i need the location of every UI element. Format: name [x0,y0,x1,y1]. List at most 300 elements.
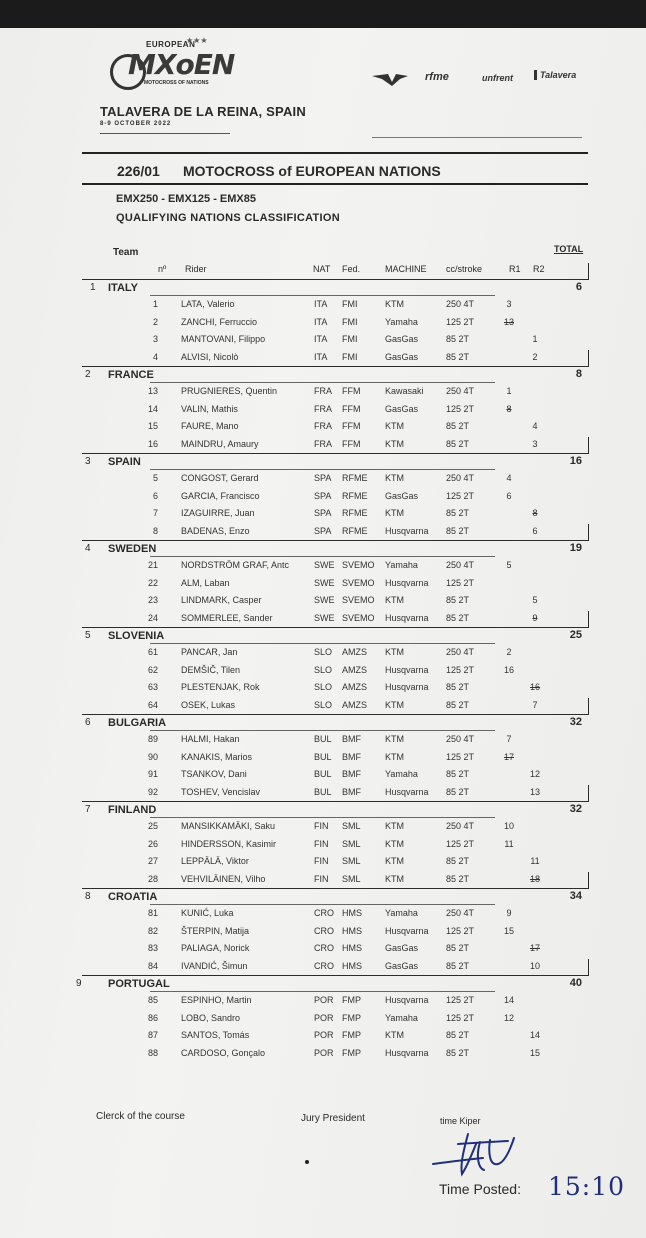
rider-name: LINDMARK, Casper [181,595,262,605]
rider-machine: KTM [385,647,404,657]
sponsor-talavera: Talavera [534,70,576,80]
rider-no: 5 [152,473,158,483]
rider-name: ESPINHO, Martin [181,995,252,1005]
column-header-6: cc/stroke [446,264,483,274]
rider-name: LATA, Valerio [181,299,235,309]
rider-no: 22 [147,577,158,588]
rider-fed: FMP [342,1030,361,1040]
total-header: TOTAL [554,244,584,254]
rider-name: MAINDRU, Amaury [181,438,259,449]
total-bracket [588,611,589,627]
rider-cc: 125 2T [446,995,475,1005]
rider-nat: BUL [314,751,332,762]
rider-machine: Kawasaki [385,386,424,396]
rider-nat: FIN [314,873,329,884]
nation-total: 25 [569,629,582,641]
rider-fed: BMF [342,751,361,762]
rider-nat: SPA [314,508,332,518]
rider-no: 83 [147,943,158,953]
nation-total: 32 [569,716,582,728]
rider-machine: Yamaha [385,908,418,918]
rider-r1: 1 [506,386,512,396]
nation-rank: 9 [76,978,82,989]
rider-no: 92 [147,786,158,797]
rider-fed: FMP [342,1047,361,1058]
rider-r1: 9 [506,908,512,918]
rider-r1: 14 [503,995,514,1005]
rider-name: BADENAS, Enzo [181,525,250,536]
document-title: MOTOCROSS of EUROPEAN NATIONS [183,163,441,179]
rider-machine: KTM [385,595,404,605]
rider-machine: KTM [385,438,404,449]
rider-r2: 4 [532,421,538,431]
rider-nat: POR [314,1012,334,1023]
rider-r1: 2 [506,647,512,657]
rider-fed: AMZS [342,682,368,692]
rider-r2: 5 [532,595,538,605]
rider-machine: Yamaha [385,316,418,327]
rider-no: 84 [147,960,158,971]
rider-name: IVANDIĆ, Šimun [181,960,248,971]
rider-nat: SWE [314,577,335,588]
nation-underline [150,382,495,383]
rider-cc: 250 4T [446,647,475,657]
rider-name: ALM, Laban [181,577,230,588]
rider-name: VEHVILÄINEN, Vilho [181,873,266,884]
rider-r2: 9 [532,612,538,623]
rider-nat: CRO [314,960,334,971]
nation-name: SPAIN [108,456,141,468]
rider-no: 21 [147,560,158,570]
rider-cc: 85 2T [446,943,470,953]
rider-nat: FRA [314,421,332,431]
rider-machine: Yamaha [385,769,418,779]
nation-separator [82,801,589,802]
total-bracket [588,524,589,540]
nation-name: ITALY [108,282,138,294]
rider-machine: KTM [385,699,404,710]
nation-separator [82,453,589,454]
rider-fed: HMS [342,908,362,918]
nation-rank: 2 [85,369,91,380]
mxon-logo: EUROPEAN ★★★ MXoEN MOTOCROSS OF NATIONS [100,40,250,102]
nation-name: SLOVENIA [108,630,165,642]
nation-separator [82,279,589,280]
rider-name: ŠTERPIN, Matija [181,925,250,936]
column-header-3: NAT [313,264,331,274]
rider-fed: FFM [342,438,361,449]
nation-total: 8 [575,368,582,380]
classes-line: EMX250 - EMX125 - EMX85 [116,193,257,205]
rider-machine: Husqvarna [385,1047,429,1058]
total-bracket [588,350,589,366]
nation-rank: 6 [85,717,91,728]
classification-subtitle: QUALIFYING NATIONS CLASSIFICATION [116,212,340,224]
column-header-1: nº [158,264,167,274]
rider-name: GARCIA, Francisco [181,490,260,501]
rider-r1: 17 [503,751,514,762]
rider-name: ZANCHI, Ferruccio [181,316,258,327]
title-top-rule [82,152,588,154]
nation-name: FINLAND [108,804,157,816]
rider-r1: 11 [504,838,514,849]
rider-fed: FFM [342,421,361,431]
rider-no: 16 [147,438,158,449]
rider-machine: Husqvarna [385,682,429,692]
rider-r2: 6 [532,525,538,536]
nation-underline [150,556,495,557]
rider-machine: KTM [385,299,404,309]
rider-no: 28 [147,873,158,884]
rider-machine: GasGas [385,351,419,362]
nation-name: FRANCE [108,369,154,381]
rider-fed: AMZS [342,647,368,657]
rider-r1: 12 [503,1012,514,1023]
rider-machine: KTM [385,856,404,866]
rider-no: 13 [147,386,158,396]
rider-r1: 13 [503,316,514,327]
rider-name: OSEK, Lukas [181,699,236,710]
nation-underline [150,295,495,296]
rider-nat: ITA [314,316,328,327]
rider-cc: 250 4T [446,821,475,831]
nation-total: 34 [569,890,582,902]
rider-machine: KTM [385,734,404,744]
rider-r2: 12 [529,769,540,779]
rider-cc: 125 2T [446,925,475,936]
rider-name: LOBO, Sandro [181,1012,241,1023]
total-bracket [588,263,589,279]
title-bottom-rule [82,183,588,185]
rider-no: 25 [147,821,158,831]
rider-fed: SVEMO [342,612,375,623]
nation-separator [82,714,589,715]
rider-nat: BUL [314,734,332,744]
rider-nat: POR [314,995,334,1005]
rider-nat: BUL [314,786,332,797]
rider-fed: AMZS [342,699,368,710]
rider-no: 7 [152,508,158,518]
nation-name: SWEDEN [108,543,157,555]
nation-total: 19 [569,542,582,554]
rider-cc: 85 2T [446,873,470,884]
column-header-4: Fed. [342,264,361,274]
rider-no: 4 [152,351,158,362]
rider-fed: FMI [342,299,358,309]
rider-nat: SLO [314,699,333,710]
rider-nat: SWE [314,612,335,623]
nation-underline [150,904,495,905]
rider-fed: BMF [342,786,361,797]
rider-nat: ITA [314,351,328,362]
rider-cc: 85 2T [446,595,470,605]
rider-no: 81 [147,908,158,918]
rider-no: 90 [147,751,158,762]
rider-no: 85 [147,995,158,1005]
rider-r2: 10 [529,960,540,971]
rider-r1: 4 [506,473,512,483]
rider-machine: Husqvarna [385,612,429,623]
sponsor-rfme: rfme [425,71,449,83]
rider-no: 1 [152,299,158,309]
rider-no: 15 [147,421,158,431]
nation-separator [82,627,589,628]
rider-machine: KTM [385,838,404,849]
rider-nat: SWE [314,595,335,605]
rider-name: HINDERSSON, Kasimir [181,838,277,849]
rider-fed: RFME [342,473,368,483]
rider-nat: ITA [314,299,328,309]
rider-nat: POR [314,1030,334,1040]
rider-no: 24 [147,612,158,623]
rider-name: SANTOS, Tomás [181,1030,250,1040]
rider-fed: SVEMO [342,577,375,588]
rider-r2: 13 [529,786,540,797]
rider-r2: 1 [532,334,538,344]
rider-nat: SPA [314,490,332,501]
rider-fed: SML [342,838,361,849]
rider-r2: 14 [529,1030,540,1040]
rider-cc: 85 2T [446,438,470,449]
rider-machine: KTM [385,873,404,884]
rider-nat: SPA [314,525,332,536]
rider-nat: CRO [314,908,334,918]
rider-fed: HMS [342,925,362,936]
rider-fed: HMS [342,943,362,953]
ink-dot [305,1160,309,1164]
total-bracket [588,698,589,714]
rider-machine: KTM [385,1030,404,1040]
rider-machine: GasGas [385,960,419,971]
rider-r2: 18 [529,873,540,884]
rider-nat: FIN [314,838,329,849]
rider-machine: GasGas [385,403,419,414]
rider-r2: 15 [529,1047,540,1058]
rider-nat: CRO [314,925,334,936]
rider-name: NORDSTRÖM GRAF, Antc [181,560,290,570]
rider-cc: 125 2T [446,490,475,501]
rider-cc: 85 2T [446,508,470,518]
nation-name: CROATIA [108,891,158,903]
rider-fed: SML [342,821,361,831]
rider-nat: BUL [314,769,332,779]
nation-total: 16 [569,455,582,467]
rider-name: KUNIĆ, Luka [181,908,234,918]
header-divider [372,137,582,138]
total-bracket [588,785,589,801]
rider-name: TSANKOV, Dani [181,769,247,779]
rider-fed: FMP [342,1012,361,1023]
rider-fed: AMZS [342,664,368,675]
rider-cc: 85 2T [446,682,470,692]
rider-r1: 5 [506,560,512,570]
rider-cc: 250 4T [446,734,475,744]
rider-r2: 2 [532,351,538,362]
nation-total: 32 [569,803,582,815]
nation-rank: 1 [90,282,96,293]
rider-cc: 125 2T [446,577,475,588]
rider-cc: 85 2T [446,786,470,797]
rider-machine: GasGas [385,334,419,344]
rider-nat: FIN [314,821,329,831]
rider-cc: 125 2T [446,316,475,327]
rider-name: LEPPÄLÄ, Viktor [181,856,249,866]
rider-cc: 250 4T [446,299,475,309]
rider-name: SOMMERLEE, Sander [181,612,273,623]
column-header-2: Rider [185,264,207,274]
rider-fed: FMI [342,351,358,362]
rider-nat: FIN [314,856,329,866]
event-dates: 8-9 OCTOBER 2022 [100,121,172,127]
rider-nat: SLO [314,647,333,657]
rider-name: MANSIKKAMÄKI, Saku [181,821,276,831]
nation-separator [82,975,589,976]
rider-fed: RFME [342,508,368,518]
rider-no: 62 [147,664,158,675]
time-posted-value: 15:10 [548,1172,626,1201]
rider-name: FAURE, Mano [181,421,239,431]
nation-total: 6 [575,281,582,293]
rider-r2: 16 [529,682,540,692]
wings-logo-icon [370,70,410,88]
rider-no: 88 [147,1047,158,1058]
rider-fed: FFM [342,386,361,396]
rider-fed: FMI [342,316,358,327]
rider-machine: Husqvarna [385,525,429,536]
rider-machine: GasGas [385,490,419,501]
rider-nat: FRA [314,386,332,396]
rider-nat: SLO [314,682,333,692]
rider-no: 91 [147,769,158,779]
rider-cc: 250 4T [446,473,475,483]
rider-cc: 125 2T [446,403,475,414]
rider-nat: CRO [314,943,334,953]
rider-no: 87 [147,1030,158,1040]
rider-nat: FRA [314,403,332,414]
rider-cc: 85 2T [446,334,470,344]
jury-label: Jury President [301,1113,365,1124]
rider-no: 2 [152,316,158,327]
rider-machine: Yamaha [385,560,418,570]
nation-total: 40 [569,977,582,989]
rider-cc: 85 2T [446,525,470,536]
column-header-7: R1 [509,264,521,274]
rider-no: 23 [147,595,158,605]
total-bracket [588,872,589,888]
rider-nat: SLO [314,664,333,675]
rider-no: 26 [147,838,158,849]
rider-no: 86 [147,1012,158,1023]
rider-name: MANTOVANI, Filippo [181,334,266,344]
rider-cc: 250 4T [446,908,475,918]
rider-no: 82 [147,925,158,936]
rider-fed: SML [342,856,361,866]
rider-machine: KTM [385,508,404,518]
rider-r2: 11 [530,856,540,866]
sponsor-unfrent: unfrent [482,73,513,83]
rider-cc: 125 2T [446,838,475,849]
rider-cc: 85 2T [446,769,470,779]
rider-machine: Husqvarna [385,925,429,936]
nation-underline [150,730,495,731]
rider-fed: FMP [342,995,361,1005]
clerk-label: Clerck of the course [96,1111,185,1122]
nation-separator [82,888,589,889]
rider-no: 6 [152,490,158,501]
rider-no: 27 [147,856,158,866]
time-posted-label: Time Posted: [439,1181,521,1197]
column-header-5: MACHINE [385,264,427,274]
rider-r1: 8 [506,403,512,414]
rider-cc: 125 2T [446,751,475,762]
nation-separator [82,540,589,541]
rider-machine: Husqvarna [385,995,429,1005]
rider-no: 63 [147,682,158,692]
rider-no: 14 [147,403,158,414]
rider-fed: HMS [342,960,362,971]
rider-cc: 250 4T [446,560,475,570]
rider-fed: RFME [342,525,368,536]
nation-underline [150,817,495,818]
nation-rank: 5 [85,630,91,641]
rider-machine: Husqvarna [385,786,429,797]
rider-cc: 85 2T [446,699,470,710]
rider-cc: 125 2T [446,664,475,675]
total-bracket [588,959,589,975]
rider-fed: BMF [342,769,361,779]
rider-no: 61 [147,647,158,657]
rider-name: TOSHEV, Vencislav [181,786,261,797]
rider-name: VALIN, Mathis [181,403,238,414]
rider-cc: 85 2T [446,351,470,362]
nation-underline [150,991,495,992]
nation-underline [150,643,495,644]
nation-name: BULGARIA [108,717,167,729]
rider-cc: 85 2T [446,421,470,431]
nation-name: PORTUGAL [108,978,170,990]
rider-name: ALVISI, Nicolò [181,351,239,362]
timekeeper-label: time Kiper [440,1116,481,1126]
rider-machine: Yamaha [385,1012,418,1023]
rider-nat: SWE [314,560,335,570]
rider-r1: 15 [503,925,514,936]
rider-machine: KTM [385,821,404,831]
nation-rank: 3 [85,456,91,467]
rider-fed: FMI [342,334,358,344]
rider-machine: GasGas [385,943,419,953]
rider-nat: SPA [314,473,332,483]
rider-cc: 85 2T [446,1030,470,1040]
rider-no: 8 [152,525,158,536]
document-number: 226/01 [117,163,160,179]
rider-name: KANAKIS, Marios [181,751,253,762]
rider-r2: 8 [532,508,538,518]
rider-no: 64 [147,699,158,710]
rider-machine: KTM [385,751,404,762]
rider-cc: 85 2T [446,960,470,971]
rider-machine: Husqvarna [385,577,429,588]
rider-machine: Husqvarna [385,664,429,675]
rider-nat: ITA [314,334,328,344]
nation-rank: 7 [85,804,91,815]
rider-no: 3 [152,334,158,344]
rider-cc: 125 2T [446,1012,475,1023]
nation-separator [82,366,589,367]
rider-r1: 7 [506,734,512,744]
rider-no: 89 [147,734,158,744]
rider-cc: 250 4T [446,386,475,396]
rider-name: HALMI, Hakan [181,734,240,744]
